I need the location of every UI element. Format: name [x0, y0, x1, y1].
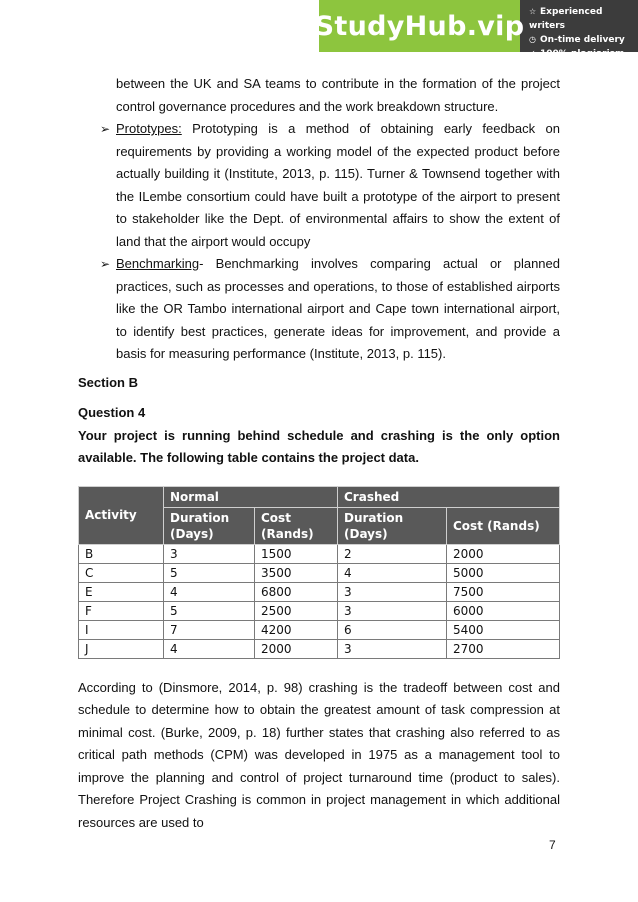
cell-activity: E: [79, 582, 164, 601]
banner-feature-label: On-time delivery: [540, 35, 625, 45]
cell-crashed-duration: 6: [338, 620, 447, 639]
cell-normal-duration: 5: [164, 563, 255, 582]
cell-activity: C: [79, 563, 164, 582]
question-text: Your project is running behind schedule and crashing is the only option available. The following table contains the project data.: [78, 427, 560, 465]
table-row: [79, 544, 560, 563]
crashing-data-table: [78, 486, 560, 659]
body-paragraph: According to (Dinsmore, 2014, p. 98) crashing is the tradeoff between cost and schedule to determine how to obtain the greatest amount of task compression at minimal cost. (Burke, 2009, p. 18) further states that crashing also referred to as critical path methods (CPM) was developed in 1975 as a management tool to improve the planning and control of project turnaround time (product to sales). Therefore Project Crashing is common in project management in which additional resources are used to: [78, 679, 560, 830]
bullet-text: Prototyping is a method of obtaining early feedback on requirements by providing a working model of the expected product before actually building it (Institute, 2013, p. 115). Turner & Townsend together with the ILembe consortium could have built a prototype of the airport to present to stakeholder like the Dept. of environmental affairs to show the extent of land that the airport would occupy: [116, 121, 560, 249]
cell-normal-cost: 2500: [255, 601, 338, 620]
banner-feature: [529, 5, 638, 33]
section-heading: Section B: [78, 374, 138, 390]
cell-normal-cost: 1500: [255, 544, 338, 563]
cell-normal-duration: 4: [164, 639, 255, 658]
studyhub-logo: StudyHub.vip: [319, 0, 520, 52]
shield-icon: ✓: [529, 49, 536, 58]
cell-normal-duration: 3: [164, 544, 255, 563]
cell-crashed-cost: 5400: [447, 620, 560, 639]
normal-duration-header: Duration (Days): [164, 507, 255, 544]
intro-continuation: between the UK and SA teams to contribute in the formation of the project control governance procedures and the work breakdown structure.: [116, 76, 560, 114]
table-row: [79, 601, 560, 620]
cell-crashed-cost: 7500: [447, 582, 560, 601]
cell-activity: F: [79, 601, 164, 620]
studyhub-banner[interactable]: [314, 0, 638, 73]
arrow-bullet-icon: ➢: [100, 122, 111, 136]
cell-normal-cost: 3500: [255, 563, 338, 582]
normal-cost-header: Cost (Rands): [255, 507, 338, 544]
cell-normal-cost: 6800: [255, 582, 338, 601]
cell-activity: I: [79, 620, 164, 639]
table-row: [79, 620, 560, 639]
bullet-prototypes: [78, 118, 560, 253]
cell-crashed-cost: 2700: [447, 639, 560, 658]
cell-crashed-duration: 3: [338, 601, 447, 620]
bullet-benchmarking: [78, 253, 560, 366]
cell-normal-duration: 5: [164, 601, 255, 620]
crashed-duration-header: Duration (Days): [338, 507, 447, 544]
banner-feature-label: 100% plagiarism free: [529, 49, 625, 73]
activity-header: Activity: [79, 486, 164, 544]
banner-feature: [529, 33, 638, 47]
cell-normal-duration: 7: [164, 620, 255, 639]
cell-crashed-duration: 3: [338, 582, 447, 601]
cell-normal-cost: 4200: [255, 620, 338, 639]
page-number: 7: [549, 838, 556, 852]
table-row: [79, 582, 560, 601]
crashed-cost-header: Cost (Rands): [447, 507, 560, 544]
page-content: [78, 73, 560, 834]
cell-crashed-duration: 3: [338, 639, 447, 658]
cell-activity: J: [79, 639, 164, 658]
banner-features: [520, 0, 638, 73]
cell-crashed-duration: 2: [338, 544, 447, 563]
cell-crashed-duration: 4: [338, 563, 447, 582]
banner-feature-label: Experienced writers: [529, 7, 603, 31]
question-heading: Question 4: [78, 405, 146, 420]
arrow-bullet-icon: ➢: [100, 257, 111, 271]
normal-header: Normal: [164, 486, 338, 507]
cell-crashed-cost: 5000: [447, 563, 560, 582]
cell-crashed-cost: 6000: [447, 601, 560, 620]
bullet-text: - Benchmarking involves comparing actual or planned practices, such as processes and operations, to those of established airports like the OR Tambo international airport and Cape town international airport, to identify best practices, generate ideas for improvement, and provide a basis for measuring performance (Institute, 2013, p. 115).: [116, 256, 560, 361]
cell-normal-cost: 2000: [255, 639, 338, 658]
table-row: [79, 563, 560, 582]
star-icon: ☆: [529, 7, 537, 16]
table-row: [79, 639, 560, 658]
cell-crashed-cost: 2000: [447, 544, 560, 563]
bullet-term: Prototypes:: [116, 121, 182, 136]
bullet-term: Benchmarking: [116, 256, 200, 271]
crashed-header: Crashed: [338, 486, 560, 507]
cell-activity: B: [79, 544, 164, 563]
banner-feature: [529, 47, 638, 75]
clock-icon: ◷: [529, 35, 536, 44]
cell-normal-duration: 4: [164, 582, 255, 601]
